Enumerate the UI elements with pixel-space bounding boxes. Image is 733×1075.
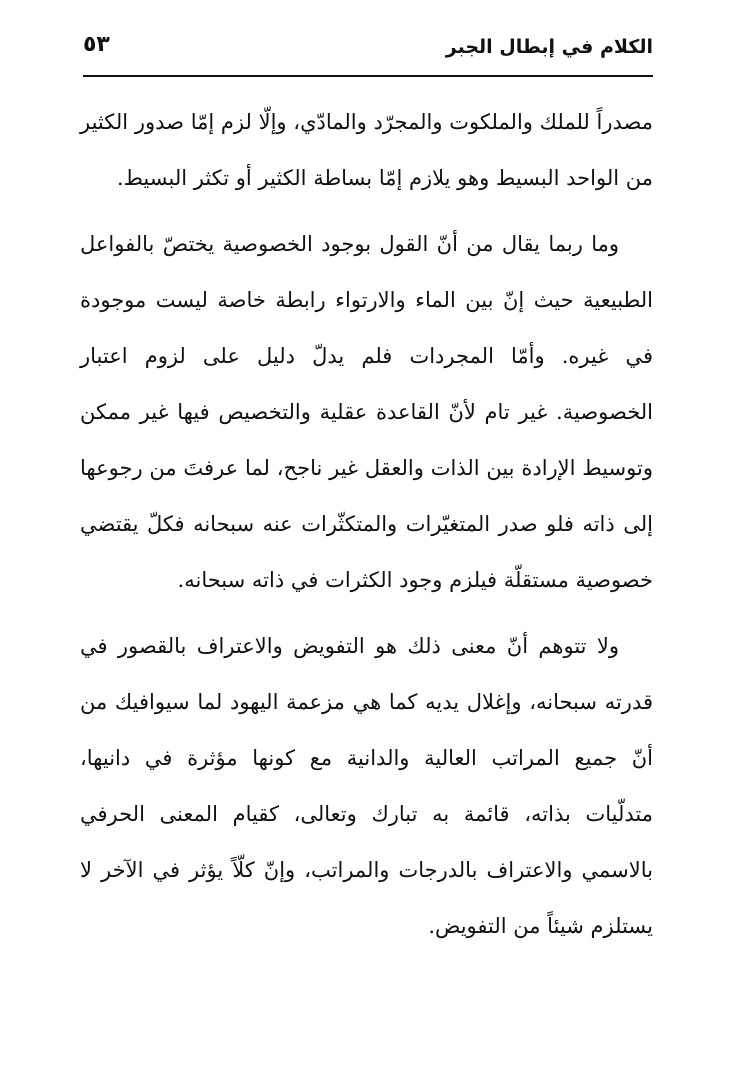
- paragraph-3: ولا تتوهم أنّ معنى ذلك هو التفويض والاعتراف بالقصور في قدرته سبحانه، وإغلال يديه كما هي مزعمة اليهود لما سيوافيك من أنّ جميع المراتب العالية والدانية مع كونها مؤثرة في دانيها، متدلّيات بذاته، قائمة به تبارك وتعالى، كقيام المعنى الحرفي بالاسمي والاعتراف بالدرجات والمراتب، وإنّ كلّاً يؤثر في الآخر لا يستلزم شيئاً من التفويض.: [80, 634, 653, 938]
- body-text: [80, 94, 653, 954]
- paragraph-1: مصدراً للملك والملكوت والمجرّد والمادّي، وإلّا لزم إمّا صدور الكثير من الواحد البسيط وهو يلازم إمّا بساطة الكثير أو تكثر البسيط.: [80, 110, 653, 190]
- header-divider: [83, 75, 653, 77]
- running-header: [83, 30, 653, 70]
- page-number: ٥٣: [83, 32, 110, 57]
- paragraph-2: وما ربما يقال من أنّ القول بوجود الخصوصية يختصّ بالفواعل الطبيعية حيث إنّ بين الماء والارتواء رابطة خاصة ليست موجودة في غيره. وأمّا المجردات فلم يدلّ دليل على لزوم اعتبار الخصوصية. غير تام لأنّ القاعدة عقلية والتخصيص فيها غير ممكن وتوسيط الإرادة بين الذات والعقل غير ناجح، لما عرفتَ من رجوعها إلى ذاته فلو صدر المتغيّرات والمتكثّرات عنه سبحانه فكلّ يقتضي خصوصية مستقلّة فيلزم وجود الكثرات في ذاته سبحانه.: [80, 232, 653, 592]
- running-title: الكلام في إبطال الجبر: [445, 36, 653, 58]
